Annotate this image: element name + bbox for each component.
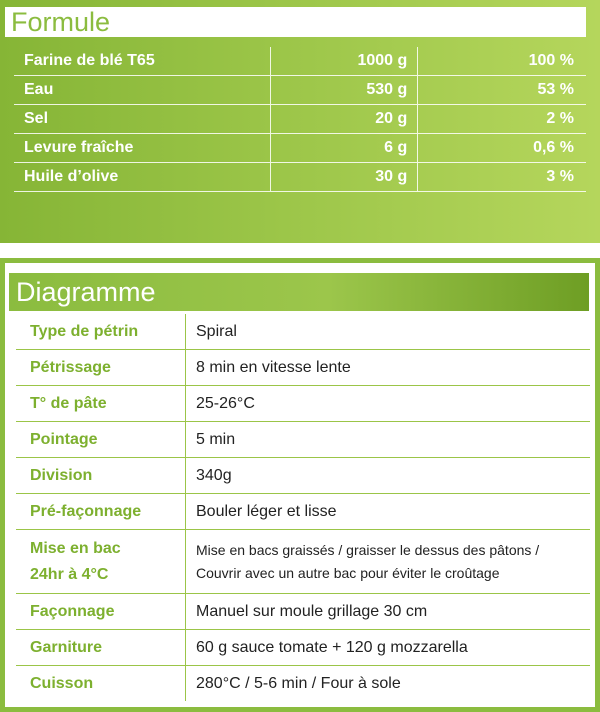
step-label: Pré-façonnage [16, 494, 186, 530]
table-row [16, 594, 590, 630]
formule-title: Formule [5, 7, 586, 37]
ingredient-percent: 53 % [418, 76, 586, 105]
step-label [16, 530, 186, 594]
table-row [16, 666, 590, 702]
step-label: Pétrissage [16, 350, 186, 386]
table-row [16, 494, 590, 530]
step-value: 8 min en vitesse lente [186, 350, 591, 386]
table-row [16, 458, 590, 494]
table-row [14, 163, 586, 192]
step-label: T° de pâte [16, 386, 186, 422]
step-value-line: Couvrir avec un autre bac pour éviter le croûtage [196, 564, 500, 581]
table-row [16, 350, 590, 386]
step-label: Façonnage [16, 594, 186, 630]
ingredient-name: Eau [14, 76, 270, 105]
table-row [14, 134, 586, 163]
table-row [14, 47, 586, 76]
step-label: Garniture [16, 630, 186, 666]
step-label: Pointage [16, 422, 186, 458]
step-value: Bouler léger et lisse [186, 494, 591, 530]
step-label-line: 24hr à 4°C [30, 565, 109, 583]
step-label: Type de pétrin [16, 314, 186, 350]
ingredient-mass: 30 g [270, 163, 418, 192]
ingredient-name: Huile d’olive [14, 163, 270, 192]
step-value: 280°C / 5-6 min / Four à sole [196, 674, 401, 692]
step-value: Manuel sur moule grillage 30 cm [186, 594, 591, 630]
ingredient-mass: 1000 g [270, 47, 418, 76]
step-label: Cuisson [16, 666, 186, 702]
ingredient-name: Levure fraîche [14, 134, 270, 163]
table-row [16, 630, 590, 666]
table-row [14, 76, 586, 105]
diagramme-section [0, 258, 600, 712]
ingredient-percent: 0,6 % [418, 134, 586, 163]
formule-table [14, 47, 586, 192]
table-row [16, 530, 590, 594]
table-row [16, 386, 590, 422]
step-value: 25-26°C [186, 386, 591, 422]
step-value: Spiral [186, 314, 591, 350]
ingredient-mass: 20 g [270, 105, 418, 134]
step-value: 340g [186, 458, 591, 494]
table-row [16, 314, 590, 350]
diagramme-table [16, 314, 590, 701]
step-value: 5 min [186, 422, 591, 458]
step-label: Division [16, 458, 186, 494]
ingredient-name: Farine de blé T65 [14, 47, 270, 76]
ingredient-mass: 530 g [270, 76, 418, 105]
ingredient-percent: 2 % [418, 105, 586, 134]
step-value: 60 g sauce tomate + 120 g mozzarella [186, 630, 591, 666]
ingredient-percent: 3 % [418, 163, 586, 192]
ingredient-name: Sel [14, 105, 270, 134]
diagramme-title: Diagramme [9, 273, 589, 311]
step-value-line: Mise en bacs graissés / graisser le dessus des pâtons / [196, 541, 540, 558]
table-row [16, 422, 590, 458]
step-value [186, 530, 591, 594]
formule-section [0, 0, 600, 243]
step-label-line: Mise en bac [30, 539, 121, 557]
table-row [14, 105, 586, 134]
ingredient-mass: 6 g [270, 134, 418, 163]
ingredient-percent: 100 % [418, 47, 586, 76]
